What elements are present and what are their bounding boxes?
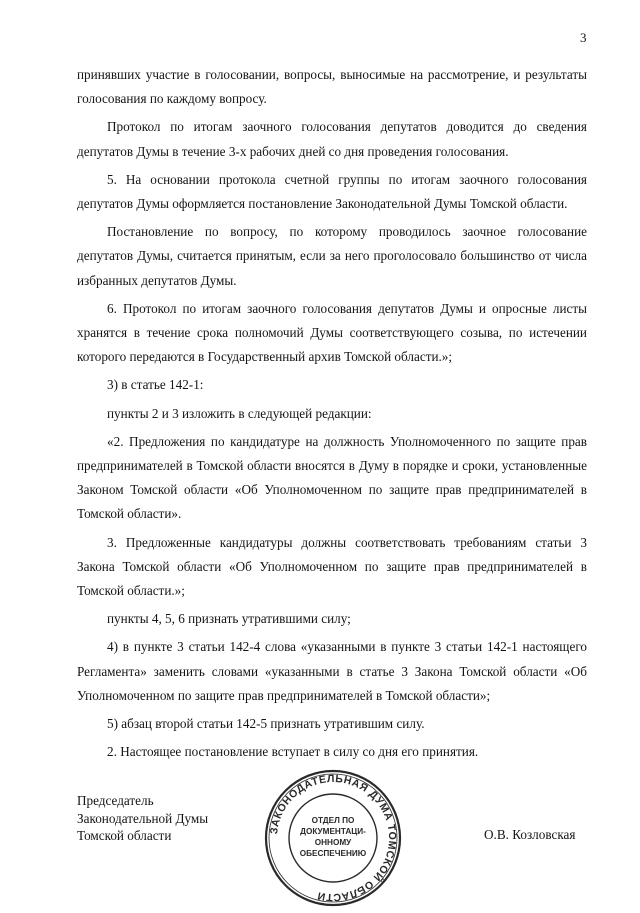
document-body	[77, 63, 587, 764]
paragraph: 2. Настоящее постановление вступает в силу со дня его принятия.	[107, 744, 479, 760]
paragraph: 5) абзац второй статьи 142-5 признать утратившим силу.	[107, 716, 425, 732]
signatory-title	[77, 792, 208, 845]
stamp-center-line: ОБЕСПЕЧЕНИЮ	[299, 849, 367, 858]
paragraph: «2. Предложения по кандидатуре на должность Уполномоченного по защите прав предпринимателей в Томской области вносятся в Думу в порядке и сроки, установленные Законом Томской области «Об Уполномоченном по защите прав предпринимателей в Томской области».	[77, 433, 587, 522]
paragraph: 5. На основании протокола счетной группы по итогам заочного голосования депутатов Думы оформляется постановление Законодательной Думы Томской области.	[77, 171, 587, 212]
signatory-title-line: Законодательной Думы	[77, 810, 209, 826]
paragraph: Постановление по вопросу, по которому проводилось заочное голосование депутатов Думы, считается принятым, если за него проголосовало большинство от числа избранных депутатов Думы.	[77, 224, 587, 288]
stamp-graphic	[263, 768, 403, 908]
paragraph: пункты 4, 5, 6 признать утратившими силу;	[107, 611, 351, 627]
paragraph: пункты 2 и 3 изложить в следующей редакции:	[107, 405, 372, 421]
signatory-title-line: Томской области	[77, 828, 172, 843]
official-stamp	[263, 768, 403, 908]
paragraph: 6. Протокол по итогам заочного голосования депутатов Думы и опросные листы хранятся в течение срока полномочий Думы соответствующего созыва, по истечении которого передаются в Государственный архив Томской области.»;	[77, 300, 587, 365]
signatory-title-line: Председатель	[77, 793, 154, 808]
paragraph: принявших участие в голосовании, вопросы, выносимые на рассмотрение, и результаты голосования по каждому вопросу.	[77, 67, 587, 107]
stamp-center-line: ОННОМУ	[314, 838, 352, 847]
paragraph: 3. Предложенные кандидатуры должны соответствовать требованиям статьи 3 Закона Томской области «Об Уполномоченном по защите прав предпринимателей в Томской области.»;	[77, 534, 587, 599]
paragraph: 3) в статье 142-1:	[107, 377, 204, 393]
stamp-center-line: ДОКУМЕНТАЦИ-	[300, 827, 366, 836]
stamp-ring-text: ЗАКОНОДАТЕЛЬНАЯ ДУМА ТОМСКОЙ ОБЛАСТИ	[268, 772, 399, 904]
stamp-center-line: ОТДЕЛ ПО	[311, 816, 355, 825]
paragraph: Протокол по итогам заочного голосования депутатов доводится до сведения депутатов Думы в течение 3-х рабочих дней со дня проведения голосования.	[77, 119, 587, 159]
paragraph: 4) в пункте 3 статьи 142-4 слова «указанными в пункте 3 статьи 142-1 настоящего Регламента» заменить словами «указанными в статье 3 Закона Томской области «Об Уполномоченном по защите прав предпринимателей в Томской области»;	[77, 639, 587, 703]
page-number: 3	[580, 30, 587, 45]
signatory-name: О.В. Козловская	[484, 827, 576, 842]
